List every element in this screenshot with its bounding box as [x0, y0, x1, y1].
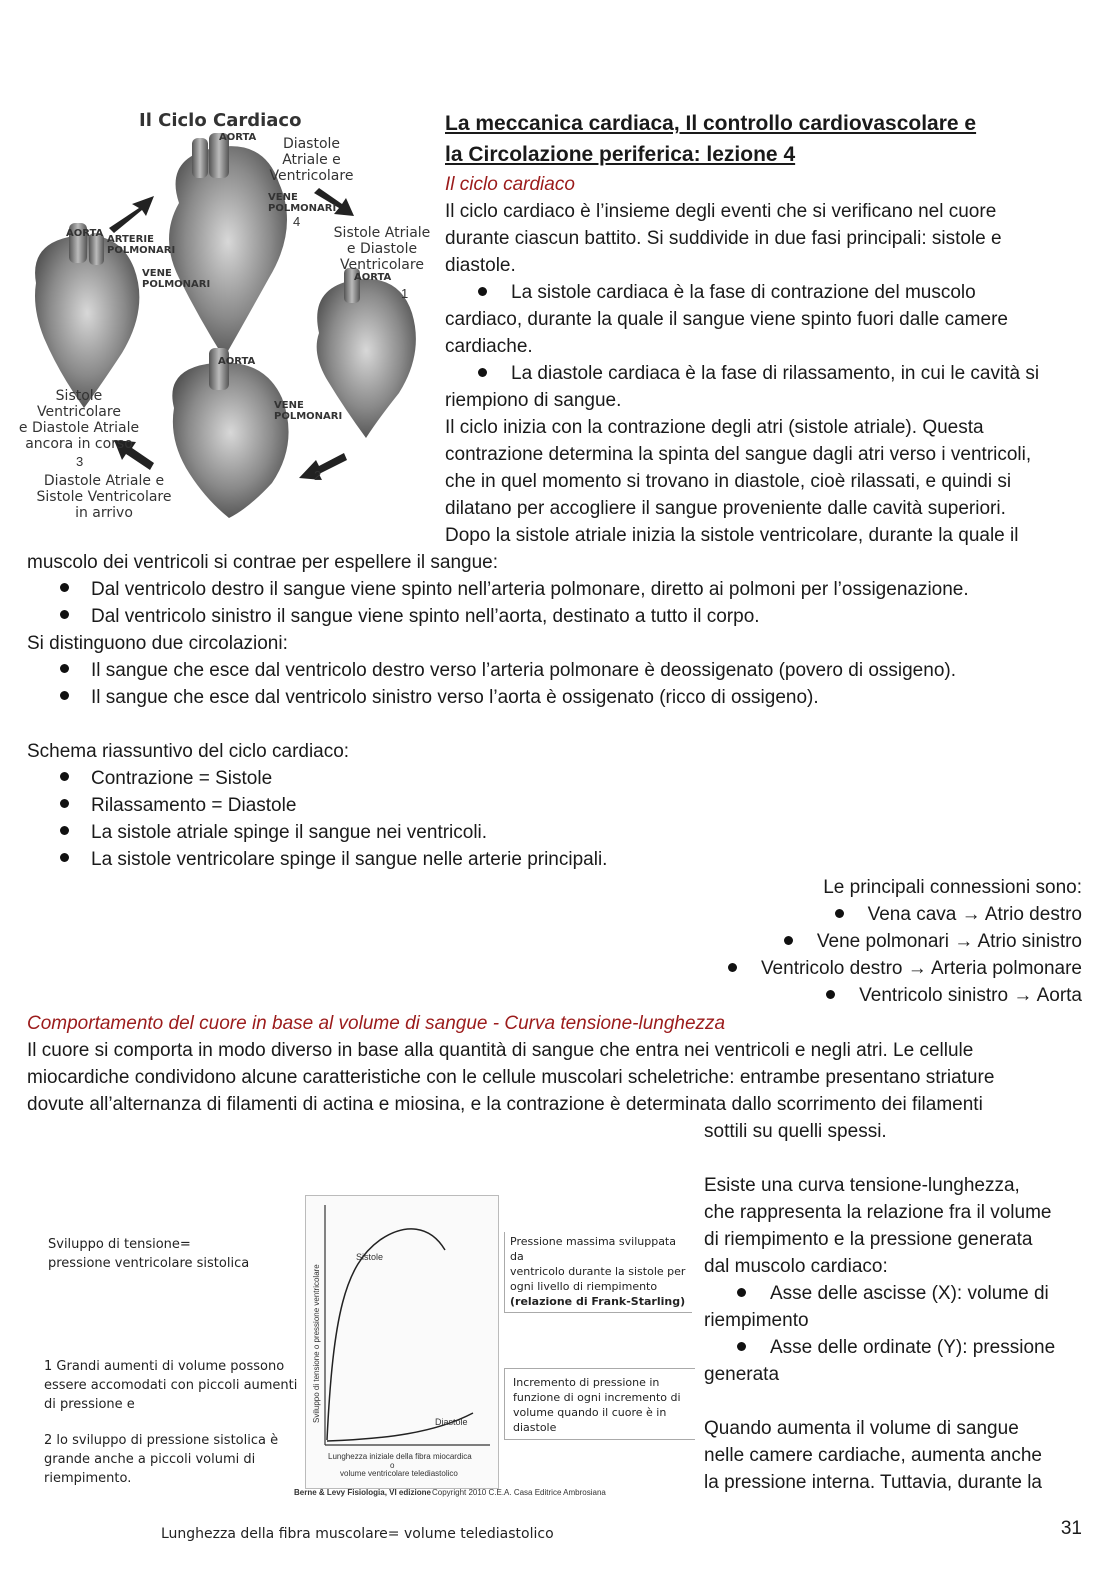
- label-num4: 4: [293, 214, 301, 229]
- list-item: Contrazione = Sistole: [60, 765, 607, 792]
- bullet-asse-x: Asse delle ascisse (X): volume di riempimento: [704, 1283, 1049, 1331]
- connections-block: Le principali connessioni sono: Vena cava → Atrio destro Vene polmonari → Atrio sinistro Ventricolo destro → Arteria polmonare Ventricolo sinistro → Aorta: [728, 874, 1082, 1009]
- label-aorta: AORTA: [218, 356, 256, 367]
- label-vene-polmonari: VENE POLMONARI: [142, 268, 211, 290]
- label-vene-polmonari: VENE POLMONARI: [274, 400, 343, 422]
- list-item: Ventricolo destro → Arteria polmonare: [728, 955, 1082, 982]
- label-aorta: AORTA: [219, 132, 257, 143]
- figure-caption: Lunghezza della fibra muscolare= volume telediastolico: [161, 1526, 554, 1542]
- label-aorta: AORTA: [354, 272, 392, 283]
- list-item: Dal ventricolo destro il sangue viene spinto nell’arteria polmonare, diretto ai polmoni per l’ossigenazione.: [60, 576, 969, 603]
- figure-title: Il Ciclo Cardiaco: [139, 110, 302, 131]
- cardiac-cycle-figure: [14, 108, 434, 523]
- section-heading-curva: Comportamento del cuore in base al volume di sangue - Curva tensione-lunghezza: [27, 1013, 726, 1034]
- fig-left-top: Sviluppo di tensione= pressione ventricolare sistolica: [48, 1237, 250, 1271]
- frank-starling-chart: [305, 1195, 497, 1487]
- fig-left-mid: 1 Grandi aumenti di volume possono essere accomodati con piccoli aumenti di pressione e: [44, 1359, 298, 1412]
- paragraph-comportamento-end: sottili su quelli spessi.: [704, 1121, 887, 1142]
- paragraph-ciclo: Il ciclo inizia con la contrazione degli atri (sistole atriale). Questa contrazione determina la spinta del sangue dagli atri verso i ventricoli, che in quel momento si trovano in diastole, cioè rilassati, e quindi si dilatano per accogliere il sangue proveniente dalle cavità superiori. Dopo la sistole atriale inizia la sistole ventricolare, durante la quale il: [445, 417, 1032, 546]
- bullet-diastole: La diastole cardiaca è la fase di rilassamento, in cui le cavità si riempiono di sangue.: [445, 363, 1040, 411]
- fig-left-bottom: 2 lo sviluppo di pressione sistolica è grande anche a piccoli volumi di riempimento.: [44, 1433, 279, 1486]
- label-sistole: Sistole: [356, 1252, 384, 1262]
- list-circulations: [60, 657, 956, 711]
- label-arterie-polmonari: ARTERIE POLMONARI: [107, 234, 176, 256]
- label-vene-polmonari: VENE POLMONARI: [268, 192, 337, 214]
- box-diastole: Incremento di pressione in funzione di ogni incremento di volume quando il cuore è in diastole: [504, 1368, 695, 1440]
- paragraph-curva: Esiste una curva tensione-lunghezza, che rappresenta la relazione fra il volume di riempimento e la pressione generata dal muscolo cardiaco:: [704, 1175, 1052, 1277]
- bullet-sistole: La sistole cardiaca è la fase di contrazione del muscolo cardiaco, durante la quale il sangue viene spinto fuori dalle camere cardiache.: [445, 282, 1008, 357]
- list-item: Dal ventricolo sinistro il sangue viene spinto nell’aorta, destinato a tutto il corpo.: [60, 603, 969, 630]
- label-sistole-ventricolare: Sistole Ventricolare e Diastole Atriale ancora in corso: [18, 388, 140, 452]
- list-item: Rilassamento = Diastole: [60, 792, 607, 819]
- list-item: Il sangue che esce dal ventricolo sinistro verso l’aorta è ossigenato (ricco di ossigeno).: [60, 684, 956, 711]
- label-diastole: Diastole: [435, 1417, 468, 1427]
- section-heading-ciclo: Il ciclo cardiaco: [445, 174, 575, 195]
- list-schema: [60, 765, 607, 873]
- heart-bottom: [172, 348, 288, 518]
- arrow-icon: [299, 453, 347, 480]
- page-title: La meccanica cardiaca, Il controllo cardiovascolare e la Circolazione periferica: lezione 4: [445, 112, 977, 166]
- y-axis-label: Sviluppo di tensione o pressione ventricolare: [312, 1264, 321, 1423]
- systole-curve: [327, 1229, 445, 1440]
- list-item: Vene polmonari → Atrio sinistro: [728, 928, 1082, 955]
- paragraph-intro: Il ciclo cardiaco è l’insieme degli eventi che si verificano nel cuore durante ciascun battito. Si suddivide in due fasi principali: sistole e diastole.: [445, 201, 1002, 276]
- x-axis-label-2: o: [390, 1461, 395, 1470]
- list-ventricles: [60, 576, 969, 630]
- list-item: Il sangue che esce dal ventricolo destro verso l’arteria polmonare è deossigenato (povero di ossigeno).: [60, 657, 956, 684]
- list-item: La sistole ventricolare spinge il sangue nelle arterie principali.: [60, 846, 607, 873]
- box-frank-starling: Pressione massima sviluppata da ventricolo durante la sistole per ogni livello di riempimento (relazione di Frank-Starling): [504, 1232, 692, 1313]
- label-num3: 3: [76, 454, 84, 469]
- credit-berne-levy: Berne & Levy Fisiologia, VI edizione: [294, 1488, 431, 1497]
- x-axis-label-3: volume ventricolare telediastolico: [340, 1469, 458, 1478]
- list-item: Ventricolo sinistro → Aorta: [728, 982, 1082, 1009]
- label-sistole-atriale: Sistole Atriale e Diastole Ventricolare: [333, 225, 431, 273]
- list-item: La sistole atriale spinge il sangue nei ventricoli.: [60, 819, 607, 846]
- bullet-asse-y: Asse delle ordinate (Y): pressione generata: [704, 1337, 1056, 1385]
- frank-starling-figure: [30, 1195, 695, 1545]
- paragraph-ciclo-cont: muscolo dei ventricoli si contrae per espellere il sangue:: [27, 552, 499, 573]
- label-aorta: AORTA: [66, 228, 104, 239]
- arrow-icon: [109, 196, 154, 233]
- paragraph-comportamento: Il cuore si comporta in modo diverso in base alla quantità di sangue che entra nei ventricoli e negli atri. Le cellule miocardiche condividono alcune caratteristiche con le cellule muscolari scheletriche: entrambe presentano striature dovute all’alternanza di filamenti di actina e miosina, e la contrazione è determinata dallo scorrimento dei filamenti: [27, 1040, 995, 1115]
- list-item: Vena cava → Atrio destro: [728, 901, 1082, 928]
- paragraph-volume: Quando aumenta il volume di sangue nelle camere cardiache, aumenta anche la pressione interna. Tuttavia, durante la: [704, 1418, 1042, 1493]
- label-num1: 1: [401, 286, 409, 301]
- label-diastole-atriale: Diastole Atriale e Ventricolare: [269, 136, 354, 184]
- x-axis-label-1: Lunghezza iniziale della fibra miocardica: [328, 1452, 472, 1461]
- schema-intro: Schema riassuntivo del ciclo cardiaco:: [27, 741, 350, 762]
- circ-intro: Si distinguono due circolazioni:: [27, 633, 288, 654]
- page-number: 31: [1060, 1518, 1082, 1539]
- label-num2: 2: [314, 468, 322, 483]
- label-diastole-sistole: Diastole Atriale e Sistole Ventricolare in arrivo: [36, 473, 172, 521]
- credit-copyright: Copyright 2010 C.E.A. Casa Editrice Ambrosiana: [432, 1488, 606, 1497]
